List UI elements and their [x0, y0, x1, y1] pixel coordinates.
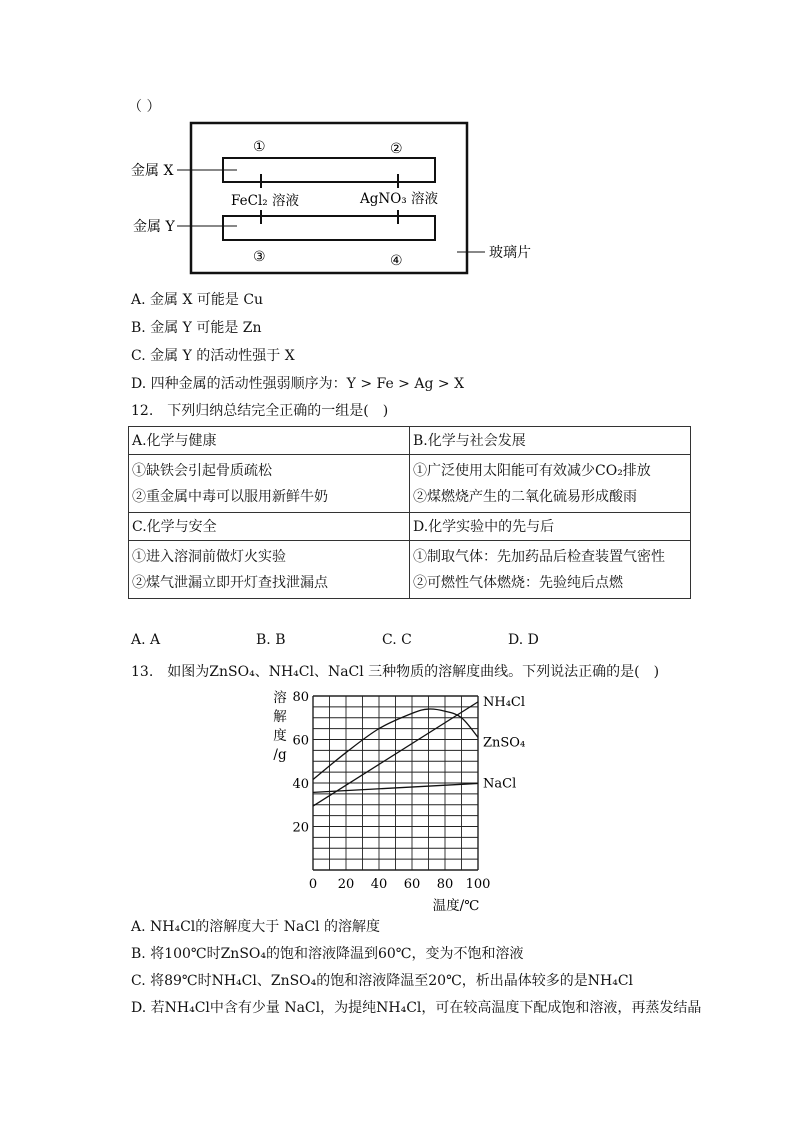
q12-cell-c-body — [129, 541, 410, 599]
x-tick-label: 100 — [465, 877, 491, 892]
q11-figure — [125, 118, 545, 280]
q12-table — [128, 426, 691, 599]
q12-b-item-1: ①广泛使用太阳能可有效减少CO₂排放 — [413, 463, 651, 479]
y-tick-label: 60 — [292, 733, 309, 749]
q12-c-item-2: ②煤气泄漏立即开灯查找泄漏点 — [132, 575, 328, 591]
q13-option-d[interactable]: D. 若NH₄Cl中含有少量 NaCl，为提纯NH₄Cl，可在较高温度下配成饱和溶液，再蒸发结晶 — [131, 1000, 702, 1016]
q11-option-d[interactable]: D. 四种金属的活动性强弱顺序为：Y > Fe > Ag > X — [131, 376, 465, 392]
q12-c-item-1: ①进入溶洞前做灯火实验 — [132, 549, 286, 565]
q12-b-item-2: ②煤燃烧产生的二氧化硫易形成酸雨 — [413, 489, 637, 505]
label-fecl2: FeCl₂ 溶液 — [231, 193, 299, 209]
y-axis-label-char: 度 — [273, 728, 287, 744]
q13-option-b[interactable]: B. 将100℃时ZnSO₄的饱和溶液降温到60℃，变为不饱和溶液 — [131, 946, 524, 962]
q12-cell-d-head: D.化学实验中的先与后 — [410, 513, 691, 541]
q12-cell-b-body — [410, 455, 691, 513]
series-label-2: NaCl — [483, 776, 517, 792]
q12-stem: 12. 下列归纳总结完全正确的一组是( ) — [131, 403, 389, 419]
circle-3: ③ — [253, 249, 266, 265]
q12-a-item-2: ②重金属中毒可以服用新鲜牛奶 — [132, 489, 328, 505]
q12-cell-c-head: C.化学与安全 — [129, 513, 410, 541]
q12-cell-a-head: A.化学与健康 — [129, 427, 410, 455]
x-tick-label: 0 — [308, 877, 318, 892]
y-axis-label-char: 溶 — [273, 690, 287, 706]
circle-2: ② — [390, 141, 403, 157]
q11-option-b[interactable]: B. 金属 Y 可能是 Zn — [131, 320, 262, 336]
y-axis-label-char: 解 — [273, 709, 287, 725]
label-metal-y: 金属 Y — [133, 219, 175, 235]
solubility-chart — [262, 684, 542, 914]
metal-y-strip — [223, 216, 435, 240]
q12-cell-a-body — [129, 455, 410, 513]
q12-d-item-1: ①制取气体：先加药品后检查装置气密性 — [413, 549, 665, 565]
q12-cell-d-body — [410, 541, 691, 599]
q12-answer-b[interactable]: B. B — [256, 632, 286, 648]
circle-4: ④ — [390, 253, 403, 269]
y-axis-label-char: /g — [273, 747, 287, 763]
label-metal-x: 金属 X — [131, 163, 174, 179]
x-tick-label: 80 — [436, 877, 454, 892]
q11-option-a[interactable]: A. 金属 X 可能是 Cu — [131, 292, 264, 308]
q11-stem-tail: （ ） — [128, 99, 161, 115]
x-tick-label: 40 — [370, 877, 388, 892]
y-tick-label: 80 — [292, 690, 309, 705]
q12-a-item-1: ①缺铁会引起骨质疏松 — [132, 463, 272, 479]
x-tick-label: 20 — [337, 877, 355, 892]
circle-1: ① — [253, 139, 266, 155]
label-glass: 玻璃片 — [489, 245, 531, 261]
x-axis-label: 温度/℃ — [432, 898, 480, 914]
q12-answer-c[interactable]: C. C — [382, 632, 412, 648]
q13-option-a[interactable]: A. NH₄Cl的溶解度大于 NaCl 的溶解度 — [131, 919, 380, 935]
y-tick-label: 20 — [292, 820, 309, 836]
series-label-0: NH₄Cl — [483, 694, 526, 710]
y-tick-label: 40 — [292, 777, 309, 792]
q13-stem: 13. 如图为ZnSO₄、NH₄Cl、NaCl 三种物质的溶解度曲线。下列说法正确的是( ) — [131, 664, 660, 680]
q11-option-c[interactable]: C. 金属 Y 的活动性强于 X — [131, 348, 295, 364]
series-label-1: ZnSO₄ — [483, 735, 526, 751]
q12-answer-d[interactable]: D. D — [508, 632, 539, 648]
q12-d-item-2: ②可燃性气体燃烧：先验纯后点燃 — [413, 575, 623, 591]
q12-cell-b-head: B.化学与社会发展 — [410, 427, 691, 455]
label-agno3: AgNO₃ 溶液 — [360, 191, 438, 207]
metal-x-strip — [223, 158, 435, 182]
x-tick-label: 60 — [403, 877, 421, 892]
q12-answer-a[interactable]: A. A — [131, 632, 161, 648]
q13-option-c[interactable]: C. 将89℃时NH₄Cl、ZnSO₄的饱和溶液降温至20℃，析出晶体较多的是NH₄Cl — [131, 973, 634, 989]
